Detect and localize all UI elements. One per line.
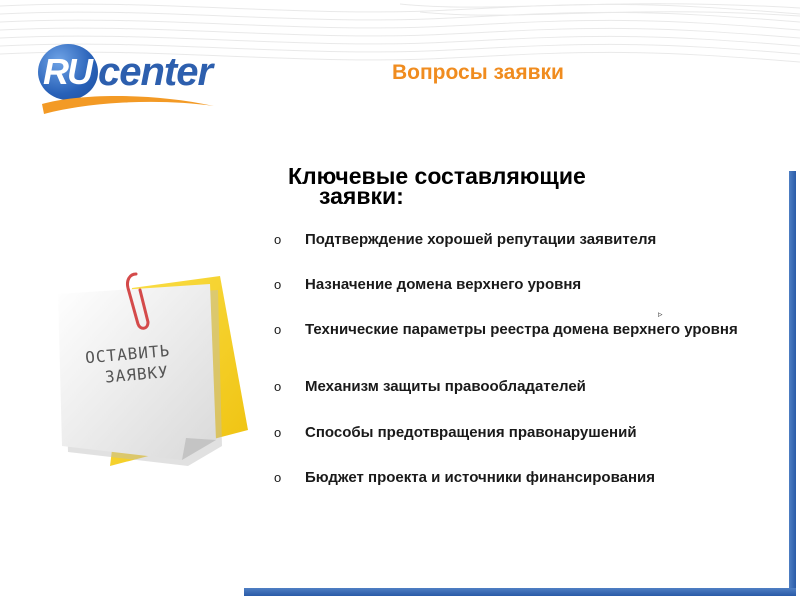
list-item-text: Подтверждение хорошей репутации заявителя (305, 231, 657, 248)
slide-title: Вопросы заявки (392, 61, 564, 84)
list-item-text: Способы предотвращения правонарушений (305, 424, 637, 441)
list-item-text: Технические параметры реестра домена верхнего уровня (305, 321, 738, 338)
list-item-text: Назначение домена верхнего уровня (305, 276, 582, 293)
bullet-marker: o (274, 322, 282, 337)
logo-swoosh-icon (38, 84, 218, 120)
section-heading (288, 163, 668, 209)
apply-note-line-1: ОСТАВИТЬ (84, 340, 171, 368)
bullet-marker: o (274, 379, 282, 394)
stray-mark: ▹ (658, 309, 663, 319)
frame-bottom-bar (244, 588, 796, 596)
heading-line-1: Ключевые составляющие (288, 163, 586, 189)
logo-wordmark: center (98, 50, 213, 94)
logo-ru-text: RU (43, 51, 91, 92)
bullet-marker: o (274, 470, 282, 485)
bullet-marker: o (274, 425, 282, 440)
heading-line-2: заявки: (319, 183, 404, 209)
bullet-marker: o (274, 277, 282, 292)
ru-center-logo (38, 40, 218, 120)
list-item-text: Механизм защиты правообладателей (305, 378, 586, 395)
apply-note-line-2: ЗАЯВКУ (104, 362, 170, 387)
frame-right-bar (789, 171, 796, 594)
list-item-text: Бюджет проекта и источники финансирования (305, 469, 655, 486)
bullet-marker: o (274, 232, 282, 247)
